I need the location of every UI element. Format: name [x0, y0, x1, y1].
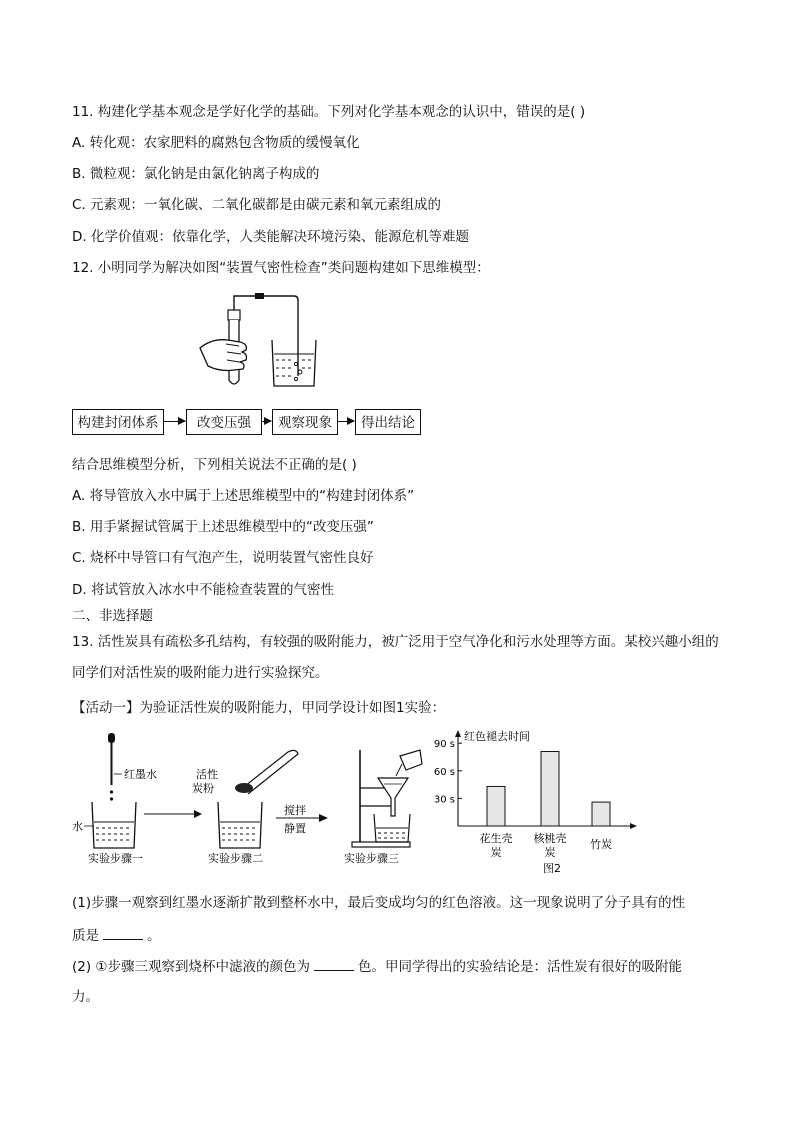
flow-arrow [262, 421, 271, 422]
flow-step-build-closed-system: 构建封闭体系 [72, 409, 164, 435]
q11-option-c: C. 元素观：一氧化碳、二氧化碳都是由碳元素和氧元素组成的 [72, 197, 442, 213]
chart-ylabel: 红色褪去时间 [464, 730, 530, 743]
q13-sub1-end: 。 [147, 928, 161, 944]
q12-option-b: B. 用手紧握试管属于上述思维模型中的“改变压强” [72, 519, 374, 535]
label-step2: 实验步骤二 [208, 852, 263, 865]
q12-option-c: C. 烧杯中导管口有气泡产生，说明装置气密性良好 [72, 550, 374, 566]
label-carbon-powder: 炭粉 [192, 782, 214, 795]
q13-stem: 13. 活性炭具有疏松多孔结构，有较强的吸附能力，被广泛用于空气净化和污水处理等方面。某校兴趣小组的同学们对活性炭的吸附能力进行实验探究。 [72, 634, 719, 681]
label-step1: 实验步骤一 [88, 852, 143, 865]
flow-step-observe: 观察现象 [272, 409, 338, 435]
flow-arrow [164, 421, 185, 422]
section-heading: 二、非选择题 [72, 608, 153, 624]
q13-sub2-line2: 力。 [72, 989, 99, 1005]
flow-step-conclusion: 得出结论 [355, 409, 421, 435]
y-tick-label: 90 s [433, 739, 455, 751]
x-tick-label: 竹炭 [590, 838, 612, 851]
x-tick-label: 炭 [490, 846, 502, 859]
q11-option-a: A. 转化观：农家肥料的腐熟包含物质的缓慢氧化 [72, 135, 360, 151]
q12-stem: 12. 小明同学为解决如图“装置气密性检查”类问题构建如下思维模型： [72, 260, 490, 276]
q12-option-d: D. 将试管放入冰水中不能检查装置的气密性 [72, 582, 334, 598]
q13-sub1-text: 质是 [72, 928, 99, 944]
q11-option-d: D. 化学价值观：依靠化学，人类能解决环境污染、能源危机等难题 [72, 229, 469, 245]
q13-sub1-line1: (1)步骤一观察到红墨水逐渐扩散到整杯水中，最后变成均匀的红色溶液。这一现象说明了分子具有的性 [72, 895, 686, 911]
chart-title: 图2 [543, 862, 561, 875]
label-water: 水 [72, 820, 83, 833]
x-tick-label: 花生壳 [479, 832, 513, 845]
q12-question: 结合思维模型分析，下列相关说法不正确的是( ) [72, 457, 357, 473]
y-tick-label: 60 s [433, 766, 455, 778]
q11-stem: 11. 构建化学基本观念是学好化学的基础。下列对化学基本观念的认识中，错误的是( ) [72, 104, 586, 120]
label-activated: 活性 [196, 768, 218, 781]
q13-sub2-text-a: (2) ①步骤三观察到烧杯中滤液的颜色为 [72, 959, 311, 975]
q13-sub2-line1 [72, 956, 682, 977]
q13-sub1-line2 [72, 925, 161, 946]
experiment-steps-figure [72, 730, 452, 870]
q13-sub2-text-b: 色。甲同学得出的实验结论是：活性炭有很好的吸附能 [358, 959, 683, 975]
x-tick-label: 核桃壳 [533, 832, 567, 845]
label-settle: 静置 [284, 822, 306, 835]
flow-arrow [338, 421, 354, 422]
bar [592, 802, 610, 826]
answer-blank-2[interactable] [314, 956, 354, 971]
label-step3: 实验步骤三 [344, 852, 399, 865]
label-red-ink: 红墨水 [124, 768, 157, 781]
q12-option-a: A. 将导管放入水中属于上述思维模型中的“构建封闭体系” [72, 488, 415, 504]
y-tick-label: 30 s [433, 794, 455, 806]
q13-activity1: 【活动一】为验证活性炭的吸附能力，甲同学设计如图1实验： [72, 700, 446, 716]
x-tick-label: 炭 [544, 846, 556, 859]
bar [487, 786, 505, 826]
dropper-bulb [108, 733, 115, 743]
bar [541, 751, 559, 826]
decolor-time-bar-chart [433, 726, 660, 876]
flow-step-change-pressure: 改变压强 [186, 409, 262, 435]
answer-blank-1[interactable] [103, 925, 143, 940]
q11-option-b: B. 微粒观：氯化钠是由氯化钠离子构成的 [72, 166, 320, 182]
label-stir: 搅拌 [284, 804, 306, 817]
airtightness-apparatus [190, 288, 320, 393]
